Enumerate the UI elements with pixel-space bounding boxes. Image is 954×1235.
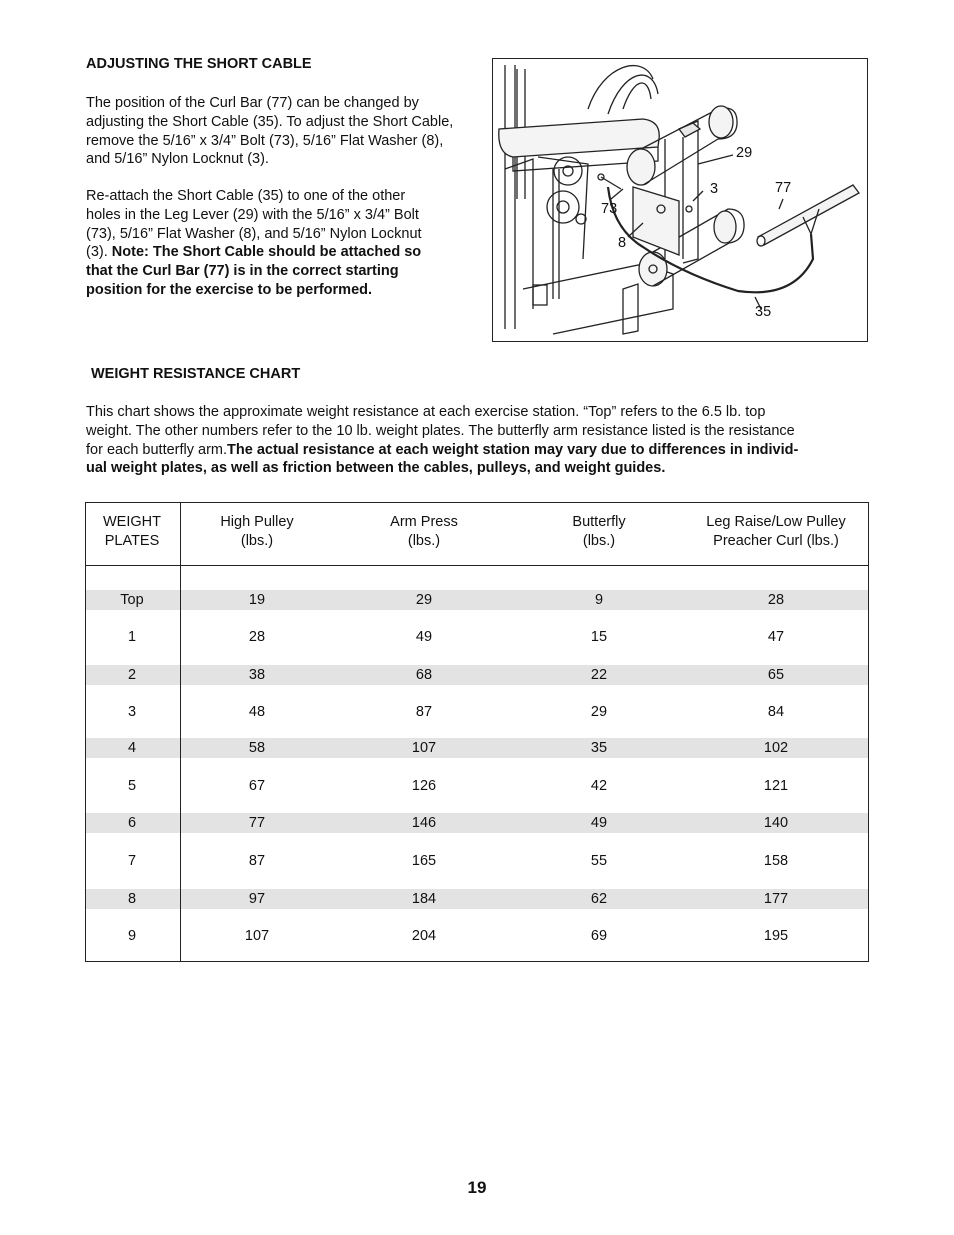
table-cell: 121 <box>763 778 789 794</box>
callout-77: 77 <box>775 180 792 196</box>
table-cell: 67 <box>248 778 266 794</box>
pulley-2 <box>547 191 579 223</box>
table-cell: 77 <box>248 815 266 831</box>
table-cell: 58 <box>248 740 266 756</box>
table-cell: 84 <box>767 704 785 720</box>
table-cell: 140 <box>763 815 789 831</box>
table-row <box>86 702 868 722</box>
chart-para-line3 <box>86 441 876 460</box>
table-cell: 9 <box>594 592 604 608</box>
header-leg-raise-l1: Leg Raise/Low Pulley <box>706 514 846 530</box>
para2-line2: holes in the Leg Lever (29) with the 5/16” x 3/4” Bolt <box>86 206 419 223</box>
table-cell: 69 <box>590 928 608 944</box>
table-cell: 7 <box>127 853 137 869</box>
diagram-drawing <box>493 59 868 342</box>
table-row <box>86 738 868 758</box>
header-butterfly-l2: (lbs.) <box>582 533 616 549</box>
table-cell: 22 <box>590 667 608 683</box>
table-row <box>86 889 868 909</box>
para2-line5-bold: that the Curl Bar (77) is in the correct starting <box>86 263 399 280</box>
table-cell: 5 <box>127 778 137 794</box>
para2-line6-bold: position for the exercise to be performed. <box>86 281 373 298</box>
leader-29 <box>698 155 733 164</box>
para2-line5 <box>86 262 466 281</box>
chart-para-line3-normal: for each butterfly arm. <box>86 441 228 458</box>
table-row <box>86 776 868 796</box>
arc-1 <box>588 66 653 109</box>
short-cable-diagram <box>492 58 868 342</box>
table-cell: 35 <box>590 740 608 756</box>
section-heading-short-cable: ADJUSTING THE SHORT CABLE <box>86 56 312 72</box>
table-cell: 204 <box>411 928 437 944</box>
para2-line4-normal: (3). <box>86 244 112 261</box>
table-cell: 102 <box>763 740 789 756</box>
weight-resistance-table <box>85 502 869 962</box>
plate-hole-2 <box>686 206 692 212</box>
curl-bar <box>758 185 859 245</box>
table-cell: 177 <box>763 891 789 907</box>
table-cell: 55 <box>590 853 608 869</box>
table-cell: 28 <box>248 629 266 645</box>
table-cell: 165 <box>411 853 437 869</box>
chart-para-line4 <box>86 459 876 478</box>
table-cell: 48 <box>248 704 266 720</box>
callout-35: 35 <box>755 304 772 320</box>
table-cell: 62 <box>590 891 608 907</box>
table-cell: 2 <box>127 667 137 683</box>
chart-para-line4-bold: ual weight plates, as well as friction between the cables, pulleys, and weight guides. <box>86 460 666 477</box>
chart-para-line1: This chart shows the approximate weight resistance at each exercise station. “Top” refers to the 6.5 lb. top <box>86 404 766 420</box>
leg-lever-top <box>679 123 700 137</box>
header-arm-press-l2: (lbs.) <box>407 533 441 549</box>
header-leg-raise-l2: Preacher Curl (lbs.) <box>713 533 839 549</box>
table-cell: 42 <box>590 778 608 794</box>
table-cell: 4 <box>127 740 137 756</box>
callout-3: 3 <box>710 181 719 197</box>
leader-73 <box>611 189 623 199</box>
callout-29: 29 <box>736 145 753 161</box>
table-cell: 107 <box>411 740 437 756</box>
table-row <box>86 590 868 610</box>
curl-bar-end <box>757 236 765 246</box>
table-cell: 184 <box>411 891 437 907</box>
header-butterfly <box>572 513 625 551</box>
page-number: 19 <box>467 1178 487 1197</box>
table-cell: Top <box>120 592 144 608</box>
table-cell: 68 <box>415 667 433 683</box>
para2-line6 <box>86 281 466 300</box>
para2-line1: Re-attach the Short Cable (35) to one of the other <box>86 188 406 204</box>
chart-para-line3-bold: The actual resistance at each weight station may vary due to differences in individ- <box>227 441 799 458</box>
frame-link <box>505 159 533 309</box>
table-cell: 49 <box>415 629 433 645</box>
header-leg-raise <box>706 513 845 551</box>
table-cell: 28 <box>767 592 785 608</box>
para2-line3: (73), 5/16” Flat Washer (8), and 5/16” Nylon Locknut <box>86 225 422 242</box>
table-row <box>86 813 868 833</box>
leg-lever-side <box>679 121 698 263</box>
table-row <box>86 926 868 946</box>
short-cable-paragraph-1: The position of the Curl Bar (77) can be changed by adjusting the Short Cable (35). To adjust the Short Cable, remove the 5/16” x 3/4” Bolt (73), 5/16” Flat Washer (8), and 5/16” Nylon Locknut (3). <box>86 95 454 168</box>
table-cell: 29 <box>415 592 433 608</box>
table-cell: 97 <box>248 891 266 907</box>
callout-8: 8 <box>618 235 627 251</box>
table-cell: 9 <box>127 928 137 944</box>
table-row <box>86 665 868 685</box>
table-cell: 29 <box>590 704 608 720</box>
header-arm-press-l1: Arm Press <box>390 514 458 530</box>
arc-3 <box>623 83 651 109</box>
header-weight-plates-l2: PLATES <box>104 533 160 549</box>
table-cell: 126 <box>411 778 437 794</box>
header-arm-press <box>390 513 458 551</box>
header-weight-plates <box>103 513 161 551</box>
table-cell: 8 <box>127 891 137 907</box>
chart-para-line2: weight. The other numbers refer to the 10 lb. weight plates. The butterfly arm resistance listed is the resistance <box>86 422 795 439</box>
section-heading-weight-chart: WEIGHT RESISTANCE CHART <box>91 366 301 382</box>
short-cable-paragraph-2 <box>86 187 466 300</box>
table-cell: 19 <box>248 592 266 608</box>
table-cell: 65 <box>767 667 785 683</box>
table-cell: 87 <box>415 704 433 720</box>
table-row <box>86 851 868 871</box>
table-cell: 6 <box>127 815 137 831</box>
table-cell: 195 <box>763 928 789 944</box>
table-cell: 38 <box>248 667 266 683</box>
roller-top-right <box>709 106 733 138</box>
table-cell: 49 <box>590 815 608 831</box>
header-butterfly-l1: Butterfly <box>572 514 626 530</box>
table-cell: 158 <box>763 853 789 869</box>
table-cell: 15 <box>590 629 608 645</box>
table-cell: 1 <box>127 629 137 645</box>
table-row <box>86 627 868 647</box>
table-cell: 87 <box>248 853 266 869</box>
weight-chart-paragraph <box>86 403 876 478</box>
header-high-pulley-l1: High Pulley <box>220 514 294 530</box>
table-cell: 3 <box>127 704 137 720</box>
callout-73: 73 <box>601 201 618 217</box>
para2-line4-bold: Note: The Short Cable should be attached so <box>111 244 422 261</box>
header-high-pulley-l2: (lbs.) <box>240 533 274 549</box>
table-cell: 47 <box>767 629 785 645</box>
base-foot <box>623 284 638 334</box>
header-high-pulley <box>220 513 293 551</box>
frame-cable <box>553 169 559 299</box>
header-weight-plates-l1: WEIGHT <box>103 514 161 530</box>
frame-bracket <box>533 285 547 305</box>
roller-bottom-right <box>714 211 736 243</box>
para2-line4 <box>86 243 466 262</box>
table-cell: 107 <box>244 928 270 944</box>
leader-77 <box>779 199 783 209</box>
left-post <box>505 65 515 329</box>
table-header-divider <box>86 565 868 566</box>
table-cell: 146 <box>411 815 437 831</box>
